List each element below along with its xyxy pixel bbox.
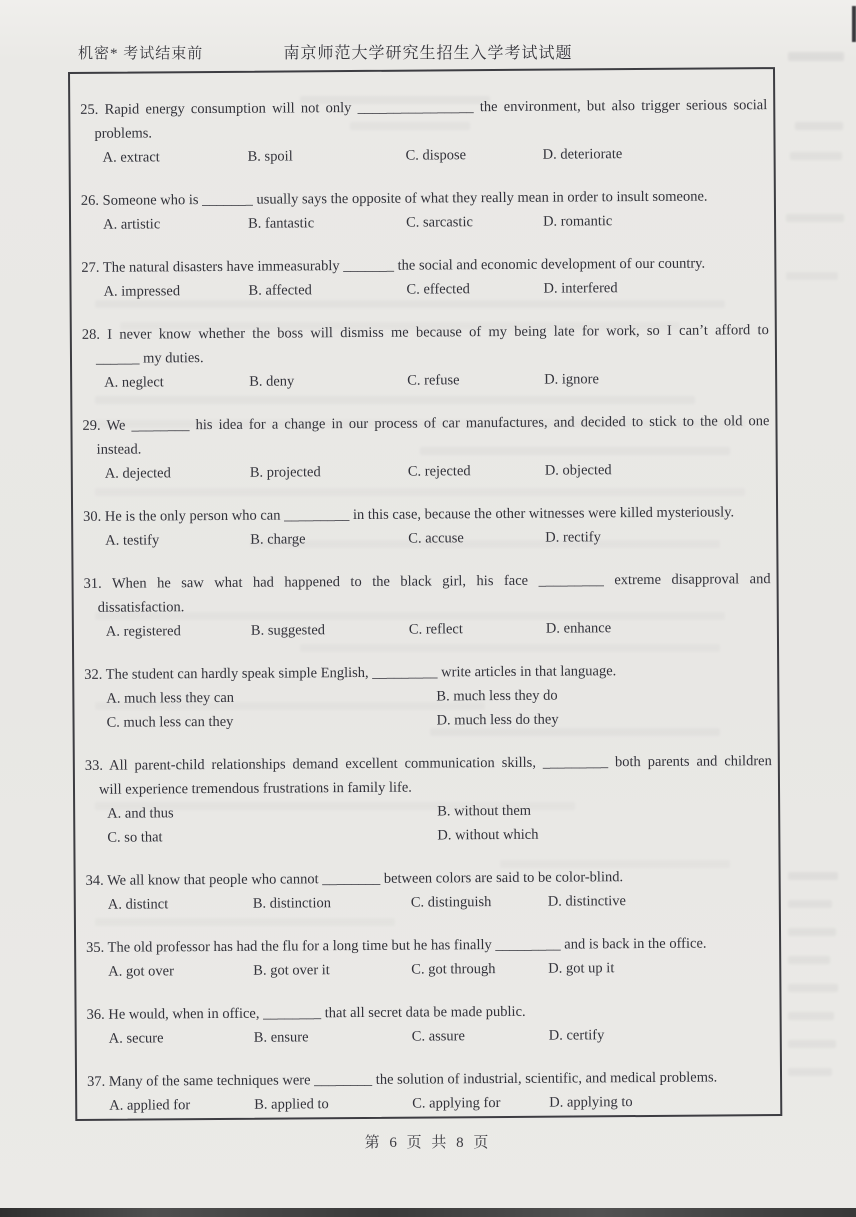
option-c: C. distinguish (410, 894, 492, 911)
option-a: A. neglect (104, 374, 164, 391)
option-d: D. ignore (544, 371, 599, 388)
option-b: B. distinction (252, 895, 332, 912)
option-b: B. deny (249, 373, 295, 390)
bleedthrough-mark (788, 872, 838, 880)
option-c: C. effected (406, 281, 470, 298)
question-stem: 33. All parent-child relationships demand excellent communication skills, _________ both parents and children (84, 753, 772, 774)
option-a: A. testify (105, 532, 160, 549)
options (86, 888, 773, 917)
bleedthrough-mark (795, 122, 843, 130)
options (87, 1022, 774, 1051)
option-d: D. got up it (548, 960, 615, 977)
bleedthrough-mark (788, 1068, 832, 1076)
option-c: C. so that (107, 829, 163, 846)
question-37 (87, 1065, 774, 1118)
option-b: B. suggested (250, 622, 326, 639)
options (82, 366, 769, 395)
option-c: C. reflect (408, 621, 463, 638)
option-a: A. impressed (103, 283, 181, 300)
question-stem: 30. He is the only person who can _________ in this case, because the other witnesses were killed mysteriously. (83, 504, 735, 525)
option-c: C. accuse (408, 530, 464, 547)
option-a: A. artistic (103, 216, 161, 233)
question-34 (86, 864, 773, 917)
question-stem: 35. The old professor has had the flu for a long time but he has finally _________ and is back in the office. (86, 935, 707, 956)
question-stem-continued: dissatisfaction. (97, 599, 185, 616)
option-c: C. sarcastic (406, 214, 473, 231)
bleedthrough-mark (788, 1040, 836, 1048)
option-d: D. rectify (545, 529, 601, 546)
options (81, 141, 768, 170)
option-a: A. applied for (109, 1097, 191, 1114)
question-stem: 26. Someone who is _______ usually says the opposite of what they really mean in order to insult someone. (80, 188, 708, 209)
option-b: B. affected (248, 282, 312, 299)
question-stem: 28. I never know whether the boss will dismiss me because of my being late for work, so I can’t afford to (81, 322, 769, 343)
question-stem: 37. Many of the same techniques were ________ the solution of industrial, scientific, and medical problems. (86, 1069, 718, 1090)
option-c: C. dispose (405, 147, 467, 164)
question-36 (86, 998, 773, 1051)
option-a: A. extract (102, 149, 160, 166)
question-27 (81, 251, 768, 304)
option-c: C. got through (411, 961, 496, 978)
option-d: D. distinctive (547, 893, 626, 910)
scanner-bottom-strip (0, 1208, 856, 1217)
header-classification: 机密* 考试结束前 (78, 46, 204, 62)
options (81, 208, 768, 237)
option-d: D. objected (544, 462, 612, 479)
question-31 (83, 567, 770, 644)
question-stem-continued: will experience tremendous frustrations in family life. (98, 779, 412, 798)
question-stem-continued: problems. (94, 125, 153, 142)
question-28 (82, 318, 769, 395)
question-stem: 34. We all know that people who cannot ________ between colors are said to be color-blind. (85, 869, 624, 889)
bleedthrough-mark (788, 956, 830, 964)
question-35 (86, 931, 773, 984)
option-c: C. applying for (412, 1095, 501, 1112)
question-stem: 27. The natural disasters have immeasurably _______ the social and economic development of our country. (81, 255, 706, 276)
option-b: B. applied to (254, 1096, 329, 1113)
option-b: B. got over it (253, 962, 330, 979)
options (81, 275, 768, 304)
bleedthrough-mark (786, 214, 844, 222)
bleedthrough-mark (786, 272, 838, 280)
bleedthrough-mark (788, 1012, 834, 1020)
option-b: B. charge (250, 531, 306, 548)
question-stem: 25. Rapid energy consumption will not only ________________ the environment, but also trigger serious social (80, 97, 768, 118)
option-d: D. much less do they (436, 711, 559, 729)
footer-page-indicator: 第 6 页 共 8 页 (364, 1135, 492, 1151)
option-b: B. projected (249, 464, 321, 481)
bleedthrough-mark (788, 900, 832, 908)
option-d: D. interfered (543, 280, 618, 297)
option-d: D. enhance (545, 620, 612, 637)
option-b: B. ensure (253, 1029, 309, 1046)
question-stem-continued: ______ my duties. (95, 350, 204, 367)
option-a: A. distinct (107, 896, 169, 913)
options (83, 457, 770, 486)
option-c: C. much less can they (106, 713, 234, 731)
option-a: A. secure (108, 1030, 164, 1047)
question-33 (85, 749, 773, 850)
option-d: D. deteriorate (542, 146, 623, 163)
option-b: B. much less they do (436, 687, 558, 705)
option-b: B. fantastic (248, 215, 315, 232)
options (84, 615, 771, 644)
option-d: D. without which (437, 826, 539, 844)
option-a: A. and thus (107, 805, 174, 822)
bleedthrough-mark (788, 52, 844, 61)
bleedthrough-mark (788, 928, 836, 936)
option-b: B. without them (437, 802, 532, 820)
option-a: A. much less they can (106, 689, 235, 707)
options (86, 955, 773, 984)
option-c: C. rejected (407, 463, 471, 480)
option-d: D. certify (548, 1027, 605, 1044)
bleedthrough-mark (790, 152, 842, 160)
question-32 (84, 658, 771, 735)
question-26 (81, 184, 768, 237)
options (83, 524, 770, 553)
question-stem-continued: instead. (96, 441, 142, 458)
question-stem: 32. The student can hardly speak simple English, _________ write articles in that language. (84, 663, 617, 683)
exam-question-box (68, 67, 782, 1121)
option-d: D. applying to (549, 1094, 633, 1111)
question-30 (83, 500, 770, 553)
question-29 (82, 409, 769, 486)
option-a: A. registered (105, 623, 181, 640)
option-d: D. romantic (543, 213, 613, 230)
header-title: 南京师范大学研究生招生入学考试试题 (283, 45, 573, 62)
page-footer (0, 1131, 856, 1152)
options (87, 1089, 774, 1118)
bleedthrough-mark (788, 984, 838, 992)
option-c: C. refuse (407, 372, 460, 389)
question-stem: 31. When he saw what had happened to the black girl, his face _________ extreme disapproval and (83, 571, 771, 592)
questions (80, 93, 774, 1118)
option-b: B. spoil (247, 148, 293, 165)
option-a: A. got over (108, 963, 174, 980)
question-25 (80, 93, 767, 170)
scanner-edge-mark (852, 6, 856, 42)
question-stem: 29. We ________ his idea for a change in our process of car manufactures, and decided to stick to the old one (82, 413, 770, 434)
options (85, 797, 772, 850)
options (84, 682, 771, 735)
option-a: A. dejected (104, 465, 171, 482)
question-stem: 36. He would, when in office, ________ that all secret data be made public. (86, 1003, 526, 1023)
option-c: C. assure (411, 1028, 465, 1045)
